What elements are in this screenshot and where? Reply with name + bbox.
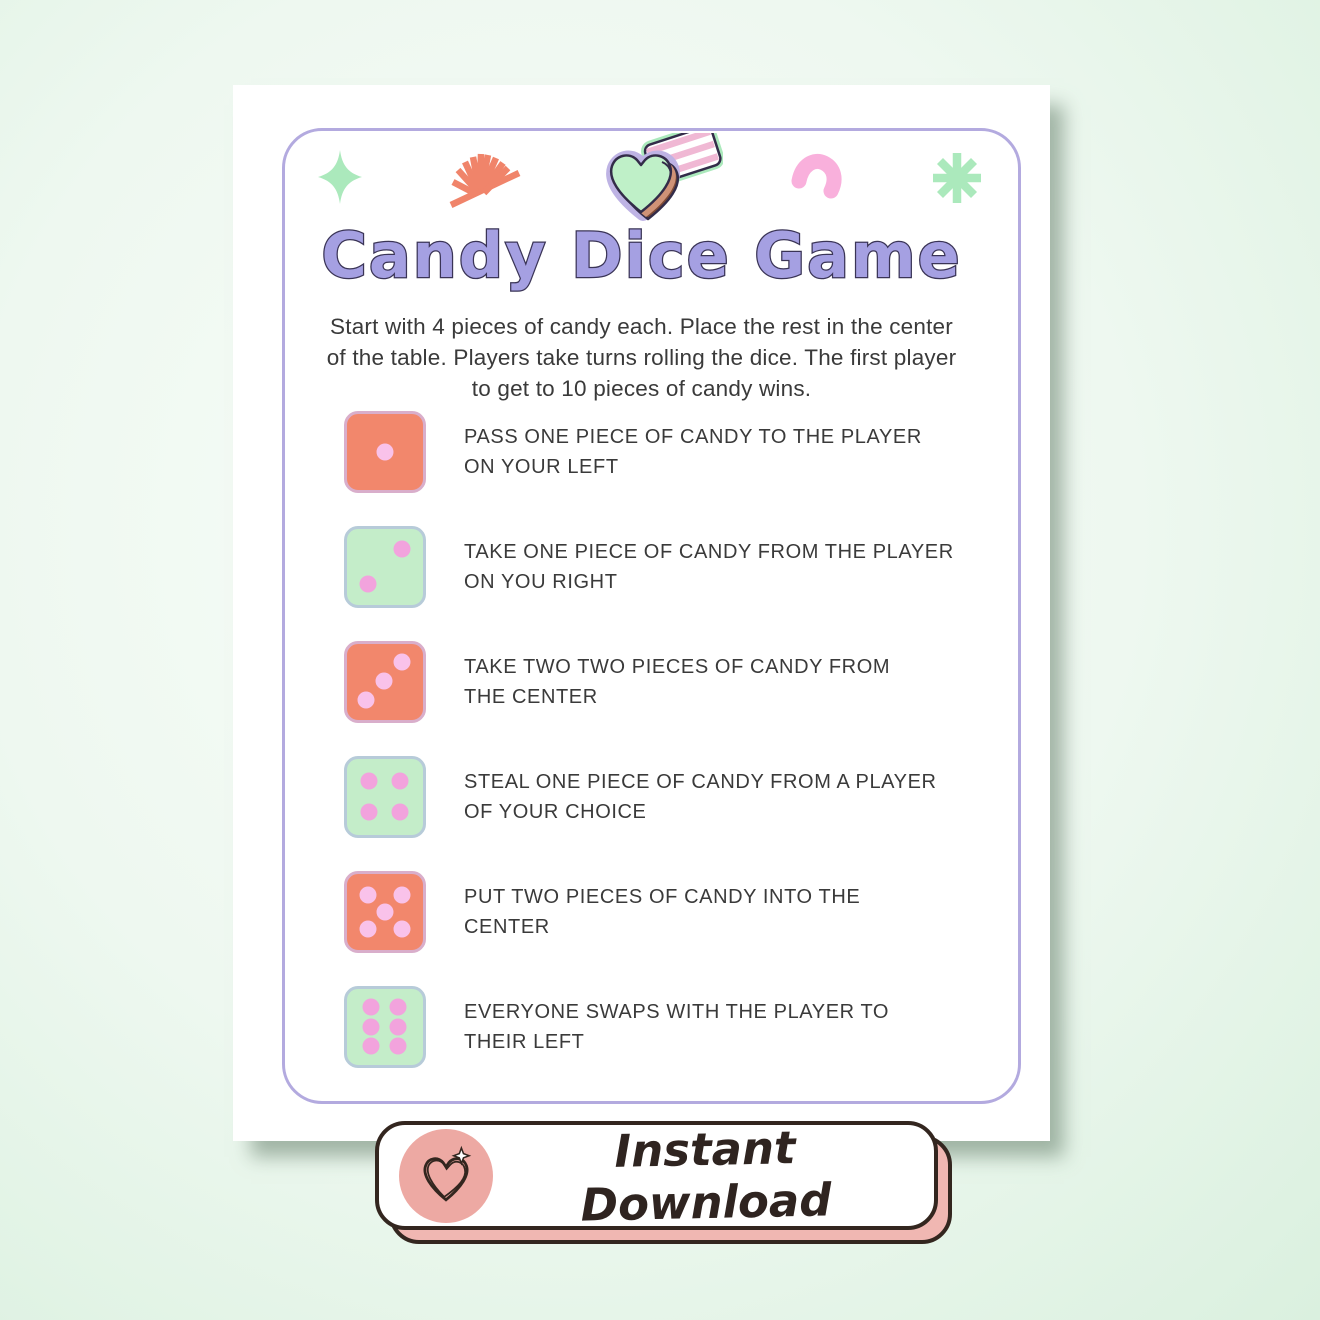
die-face-6	[344, 986, 426, 1068]
rule-text	[464, 537, 954, 597]
die-pip	[358, 692, 375, 709]
die-pip	[393, 920, 410, 937]
sparkle-icon-svg	[317, 150, 363, 206]
die-pip	[359, 920, 376, 937]
die-pip	[359, 576, 376, 593]
sunburst-fan-icon	[445, 145, 529, 220]
die-pip	[376, 673, 393, 690]
dice-rule-row	[344, 986, 954, 1068]
die-pip	[393, 886, 410, 903]
intro-text	[233, 311, 1050, 404]
rule-line-2: ON YOUR LEFT	[464, 456, 619, 478]
dice-rule-row	[344, 526, 954, 608]
die-pip	[392, 773, 409, 790]
badge-face	[375, 1121, 938, 1230]
sparkle-icon	[317, 150, 363, 211]
page-title: Candy Dice Game	[321, 219, 962, 292]
instant-download-badge	[375, 1121, 938, 1230]
die-pip	[389, 999, 406, 1016]
die-face-4	[344, 756, 426, 838]
die-face-3	[344, 641, 426, 723]
heart-doodle-icon	[411, 1141, 481, 1211]
die-face-2	[344, 526, 426, 608]
dice-rule-row	[344, 411, 954, 493]
rule-line-2: THEIR LEFT	[464, 1031, 585, 1053]
die-pip	[389, 1019, 406, 1036]
rule-line-1: PASS ONE PIECE OF CANDY TO THE PLAYER	[464, 426, 922, 448]
asterisk-icon-svg	[930, 151, 984, 205]
pink-squiggle-icon	[791, 153, 849, 206]
die-pip	[363, 999, 380, 1016]
badge-heart-circle	[399, 1129, 493, 1223]
printable-page	[233, 85, 1050, 1141]
dice-rule-row	[344, 756, 954, 838]
die-face-1	[344, 411, 426, 493]
rule-text	[464, 767, 937, 827]
rule-line-1: EVERYONE SWAPS WITH THE PLAYER TO	[464, 1001, 890, 1023]
rule-line-1: TAKE TWO TWO PIECES OF CANDY FROM	[464, 656, 891, 678]
pink-squiggle-icon-svg	[791, 153, 849, 201]
rule-text	[464, 422, 922, 482]
candy-heart-rainbow-icon-svg	[593, 133, 723, 221]
badge-label: Instant Download	[580, 1120, 832, 1232]
asterisk-icon	[930, 151, 984, 210]
rule-line-2: OF YOUR CHOICE	[464, 801, 647, 823]
die-pip	[394, 654, 411, 671]
die-pip	[361, 804, 378, 821]
intro-line-2: of the table. Players take turns rolling the dice. The first player	[326, 345, 957, 370]
die-pip	[363, 1019, 380, 1036]
dice-rule-row	[344, 871, 954, 953]
rule-line-2: THE CENTER	[464, 686, 598, 708]
die-pip	[377, 904, 394, 921]
die-pip	[389, 1038, 406, 1055]
die-pip	[359, 886, 376, 903]
rule-line-2: CENTER	[464, 916, 550, 938]
rule-line-1: STEAL ONE PIECE OF CANDY FROM A PLAYER	[464, 771, 937, 793]
die-pip	[377, 444, 394, 461]
rule-text	[464, 652, 890, 712]
candy-heart-rainbow-icon	[593, 133, 723, 226]
die-pip	[361, 773, 378, 790]
die-face-5	[344, 871, 426, 953]
intro-line-3: to get to 10 pieces of candy wins.	[471, 376, 812, 401]
rule-line-2: ON YOU RIGHT	[464, 571, 618, 593]
sunburst-fan-icon-svg	[445, 145, 529, 215]
rule-text	[464, 997, 889, 1057]
intro-line-1: Start with 4 pieces of candy each. Place the rest in the center	[330, 314, 953, 339]
die-pip	[392, 804, 409, 821]
rule-text	[464, 882, 860, 942]
dice-rule-row	[344, 641, 954, 723]
rule-line-1: PUT TWO PIECES OF CANDY INTO THE	[464, 886, 861, 908]
die-pip	[363, 1038, 380, 1055]
rule-line-1: TAKE ONE PIECE OF CANDY FROM THE PLAYER	[464, 541, 954, 563]
dice-rules-list	[344, 411, 954, 1068]
die-pip	[393, 540, 410, 557]
